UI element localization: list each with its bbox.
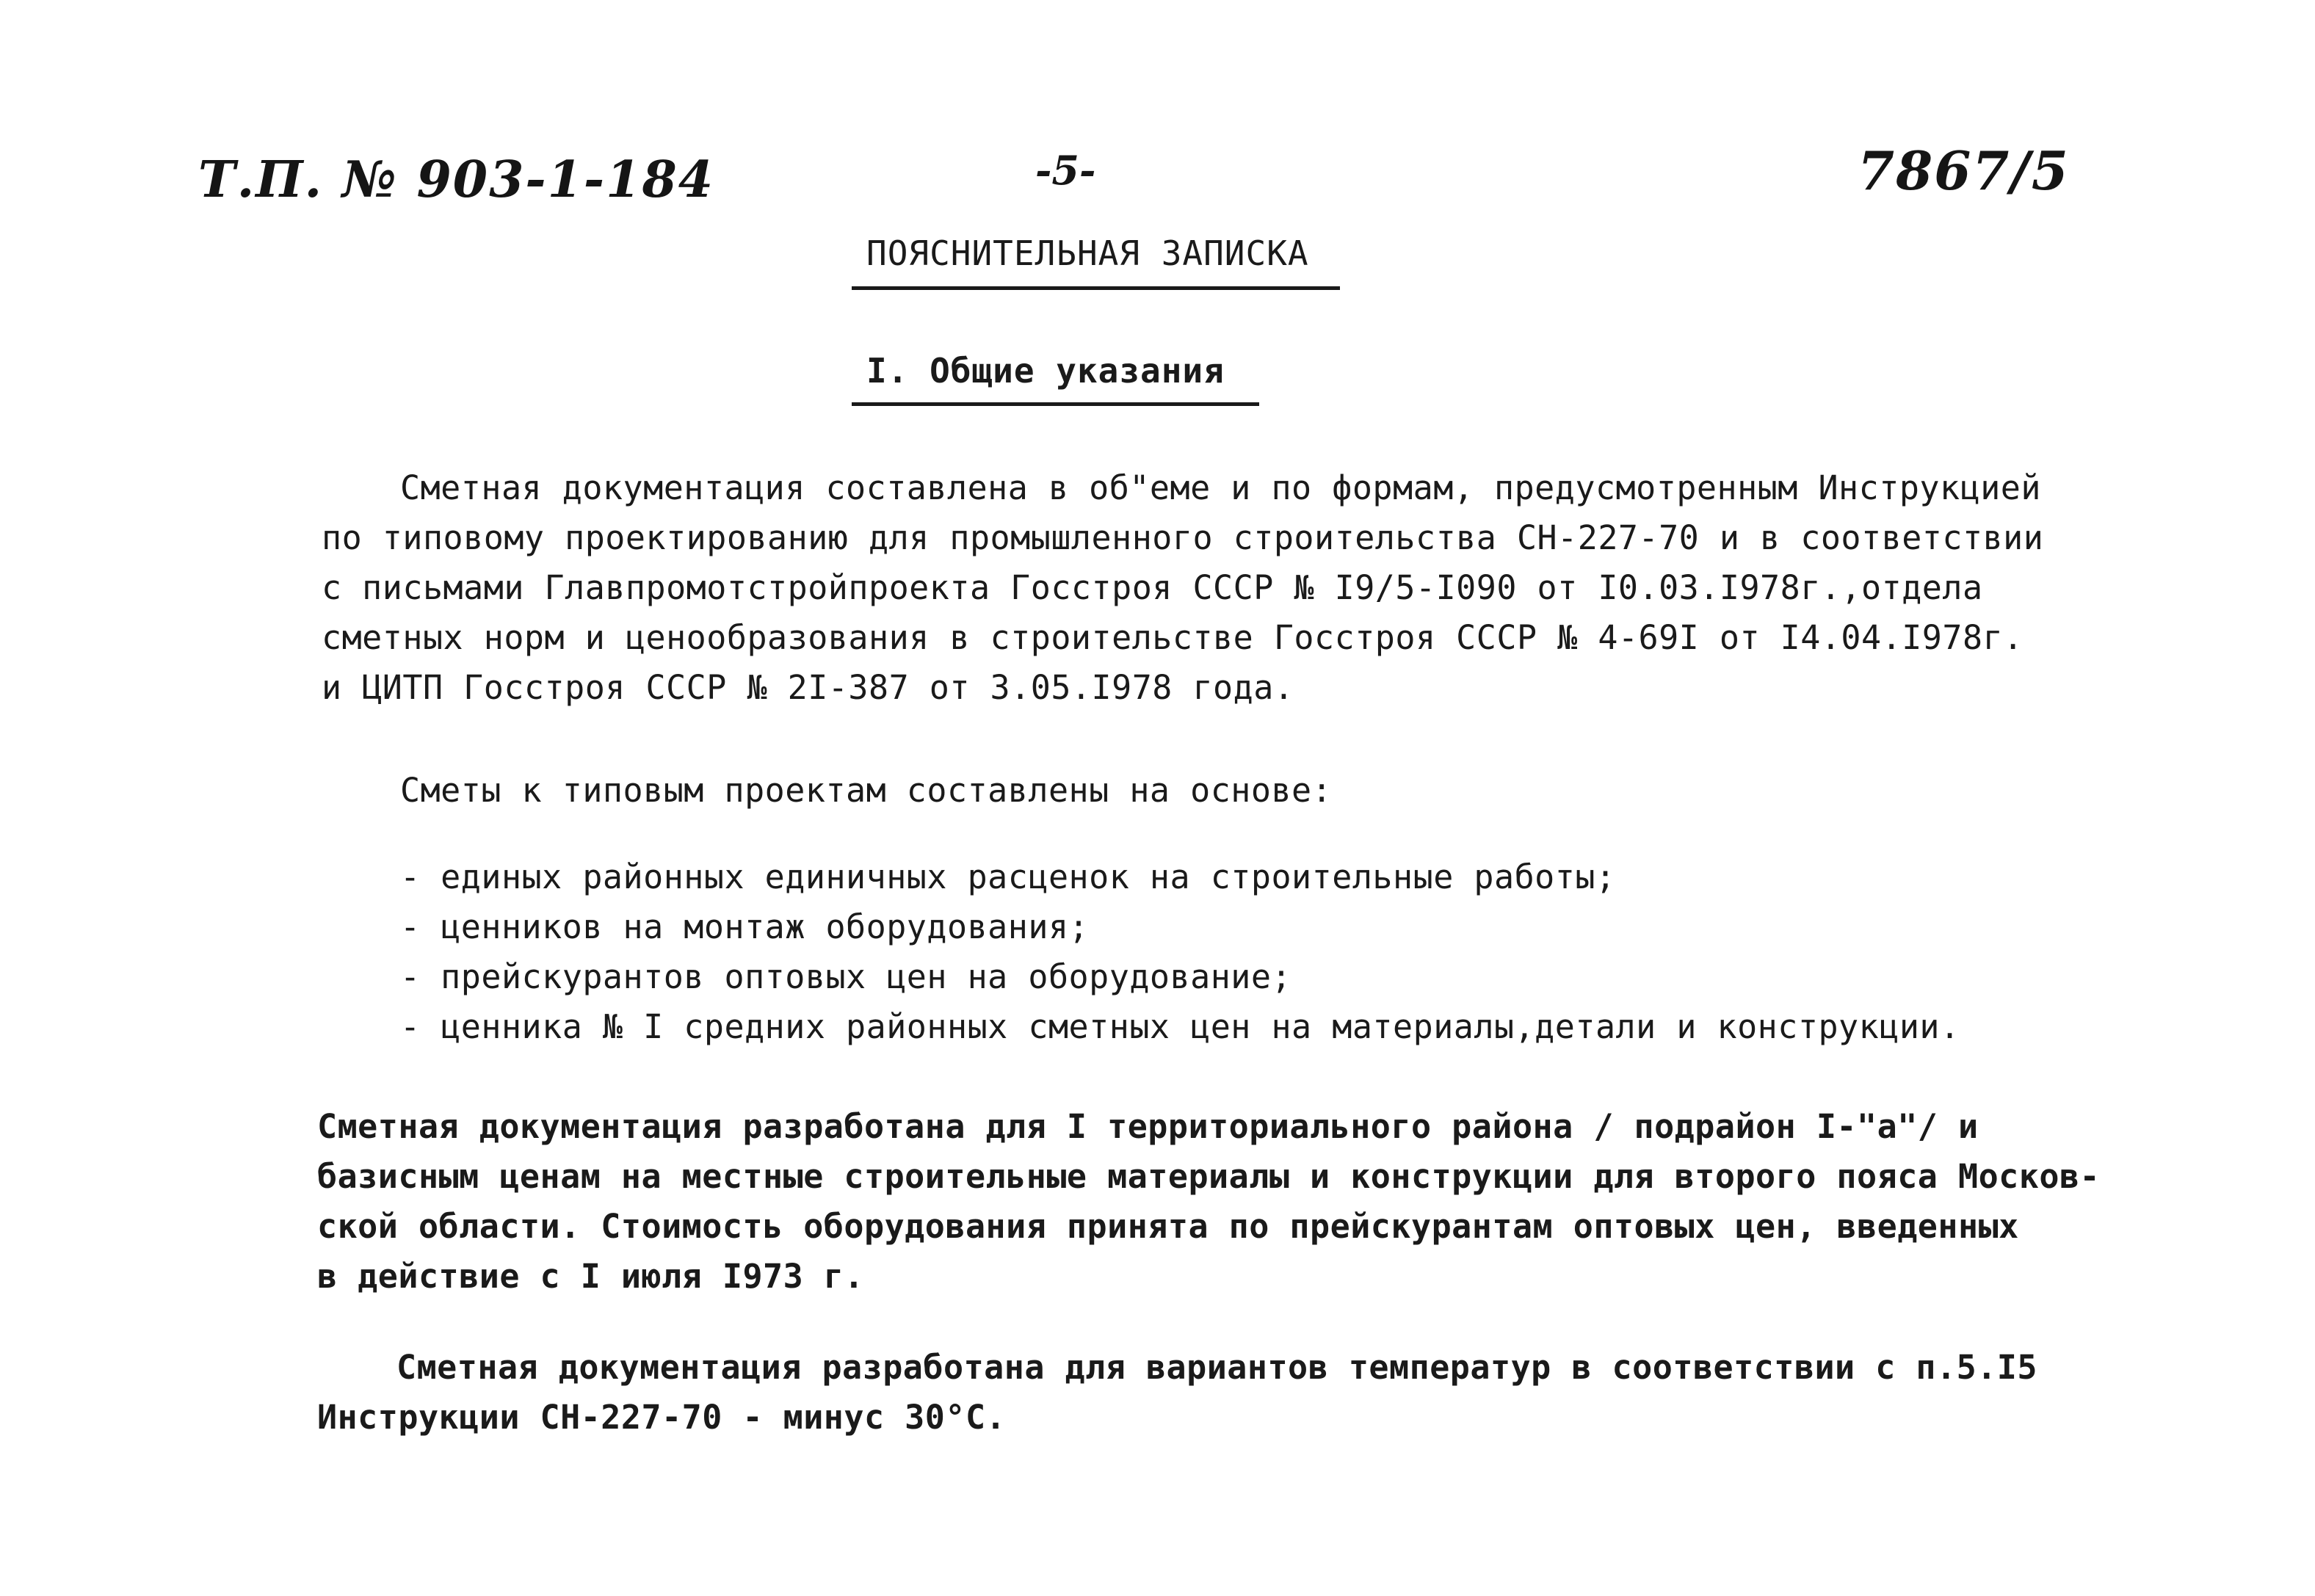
page-marker: -5- xyxy=(1035,147,1096,194)
paragraph-4-line: Инструкции СН-227-70 - минус 30°С. xyxy=(317,1398,1007,1437)
paragraph-1-line: с письмами Главпромотстройпроекта Госстроя СССР № I9/5-I090 от I0.03.I978г.,отдела xyxy=(322,568,1983,607)
basis-list-item: - единых районных единичных расценок на строительные работы; xyxy=(400,857,1616,896)
paragraph-4-line: Сметная документация разработана для вариантов температур в соответствии с п.5.I5 xyxy=(396,1348,2037,1387)
basis-list-item: - ценника № I средних районных сметных цен на материалы,детали и конструкции. xyxy=(400,1007,1960,1046)
basis-list-item: - ценников на монтаж оборудования; xyxy=(400,907,1090,946)
paragraph-1-line: и ЦИТП Госстроя СССР № 2I-387 от 3.05.I978 года. xyxy=(322,668,1294,707)
inventory-number: 7867/5 xyxy=(1858,139,2070,202)
paragraph-3-line: в действие с I июля I973 г. xyxy=(317,1257,864,1296)
paragraph-1-line: Сметная документация составлена в об"еме и по формам, предусмотренным Инструкцией xyxy=(400,468,2041,507)
section-heading: I. Общие указания xyxy=(866,351,1225,391)
paragraph-1-line: сметных норм и ценообразования в строительстве Госстроя СССР № 4-69I от I4.04.I978г. xyxy=(322,618,2024,657)
paragraph-3-line: Сметная документация разработана для I территориального района / подрайон I-"а"/ и xyxy=(317,1107,1979,1146)
paragraph-2-intro: Сметы к типовым проектам составлены на основе: xyxy=(400,771,1333,810)
basis-list-item: - прейскурантов оптовых цен на оборудование; xyxy=(400,957,1292,996)
section-heading-underline xyxy=(852,402,1259,406)
doc-code: Т.П. № 903-1-184 xyxy=(198,150,715,209)
title-underline xyxy=(852,286,1340,290)
paragraph-3-line: базисным ценам на местные строительные материалы и конструкции для второго пояса Москов- xyxy=(317,1157,2101,1196)
paragraph-3-line: ской области. Стоимость оборудования принята по прейскурантам оптовых цен, введенных xyxy=(317,1207,2019,1246)
paragraph-1-line: по типовому проектированию для промышленного строительства СН-227-70 и в соответствии xyxy=(322,518,2044,557)
document-title: ПОЯСНИТЕЛЬНАЯ ЗАПИСКА xyxy=(866,233,1309,273)
